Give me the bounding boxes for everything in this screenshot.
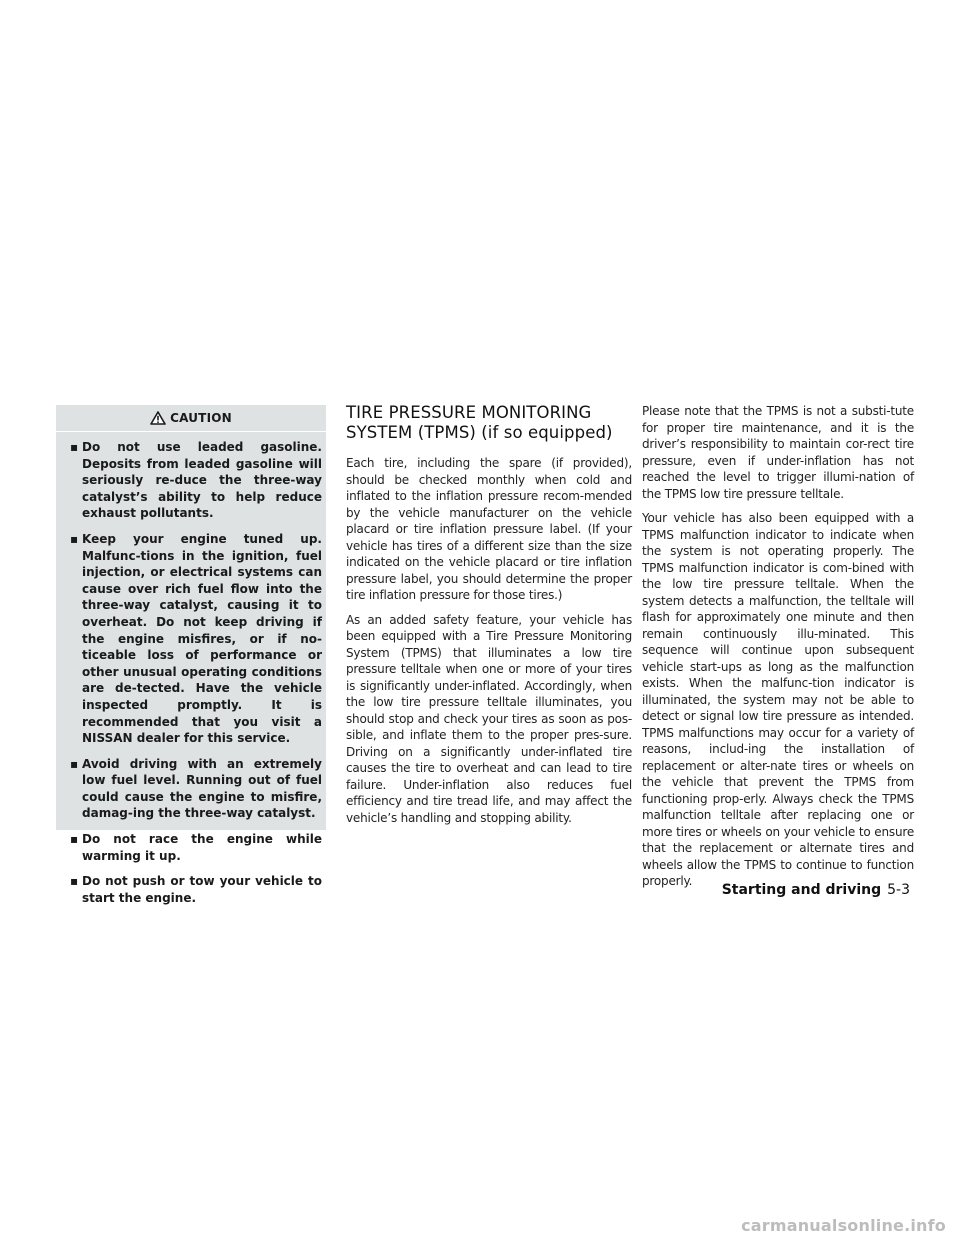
caution-header bbox=[56, 405, 326, 432]
paragraph-tire-check: Each tire, including the spare (if provided), should be checked monthly when cold and inflated to the inflation pressure recom-mended by the vehicle manufacturer on the vehicle placard or tire inflation pressure label. (If your vehicle has tires of a different size than the size indicated on the vehicle placard or tire inflation pressure label, you should determine the proper tire inflation pressure for those tires.) bbox=[346, 456, 632, 602]
caution-item: ▪ Do not race the engine while warming it up. bbox=[70, 832, 322, 863]
watermark: carmanualsonline.info bbox=[741, 1216, 946, 1235]
section-title-line1: TIRE PRESSURE MONITORING bbox=[346, 403, 592, 422]
paragraph-malfunction-indicator: Your vehicle has also been equipped with a TPMS malfunction indicator to indicate when the system is not operating properly. The TPMS malfunction indicator is com-bined with the low tire pressure telltale. When the system detects a malfunction, the telltale will flash for approximately one minute and then remain continuously illu-minated. This sequence will continue upon subsequent vehicle start-ups as long as the malfunction exists. When the malfunc-tion indicator is illuminated, the system may not be able to detect or signal low tire pressure as intended. TPMS malfunctions may occur for a variety of reasons, includ-ing the installation of replacement or alter-nate tires or wheels on the vehicle that prevent the TPMS from functioning prop-erly. Always check the TPMS malfunction telltale after replacing one or more tires or wheels on your vehicle to ensure that the replacement or alternate tires and wheels allow the TPMS to continue to function properly. bbox=[642, 511, 914, 888]
tpms-column-1 bbox=[346, 403, 632, 834]
tpms-column-2 bbox=[642, 403, 914, 898]
caution-heading: CAUTION bbox=[170, 411, 232, 425]
caution-box bbox=[56, 405, 326, 905]
caution-item: ▪ Do not push or tow your vehicle to start the engine. bbox=[70, 874, 322, 905]
caution-list bbox=[66, 432, 322, 906]
caution-item: ▪ Do not use leaded gasoline. Deposits from leaded gasoline will seriously re-duce the three-way catalyst’s ability to help reduce exhaust pollutants. bbox=[70, 440, 322, 521]
footer-section-name: Starting and driving bbox=[721, 882, 882, 898]
section-title bbox=[346, 403, 632, 443]
page-number: 5-3 bbox=[887, 882, 910, 898]
caution-item: ▪ Avoid driving with an extremely low fuel level. Running out of fuel could cause the engine to misfire, damag-ing the three-way catalyst. bbox=[70, 756, 322, 821]
caution-item: ▪ Keep your engine tuned up. Malfunc-tions in the ignition, fuel injection, or electrical systems can cause over rich fuel flow into the three-way catalyst, causing it to overheat. Do not keep driving if the engine misfires, or if no-ticeable loss of performance or other unusual operating conditions are de-tected. Have the vehicle inspected promptly. It is recommended that you visit a NISSAN dealer for this service. bbox=[70, 531, 322, 746]
page-footer bbox=[722, 882, 910, 898]
paragraph-safety-feature: As an added safety feature, your vehicle has been equipped with a Tire Pressure Monitoring System (TPMS) that illuminates a low tire pressure telltale when one or more of your tires is significantly under-inflated. Accordingly, when the low tire pressure telltale illuminates, you should stop and check your tires as soon as pos-sible, and inflate them to the proper pres-sure. Driving on a significantly under-inflated tire causes the tire to overheat and can lead to tire failure. Under-inflation also reduces fuel efficiency and tire tread life, and may affect the vehicle’s handling and stopping ability. bbox=[346, 612, 632, 825]
paragraph-maintenance-note: Please note that the TPMS is not a substi-tute for proper tire maintenance, and it is the driver’s responsibility to maintain cor-rect tire pressure, even if under-inflation has not reached the level to trigger illumi-nation of the TPMS low tire pressure telltale. bbox=[642, 404, 914, 501]
section-title-line2: SYSTEM (TPMS) (if so equipped) bbox=[346, 423, 613, 442]
warning-icon bbox=[150, 411, 166, 425]
